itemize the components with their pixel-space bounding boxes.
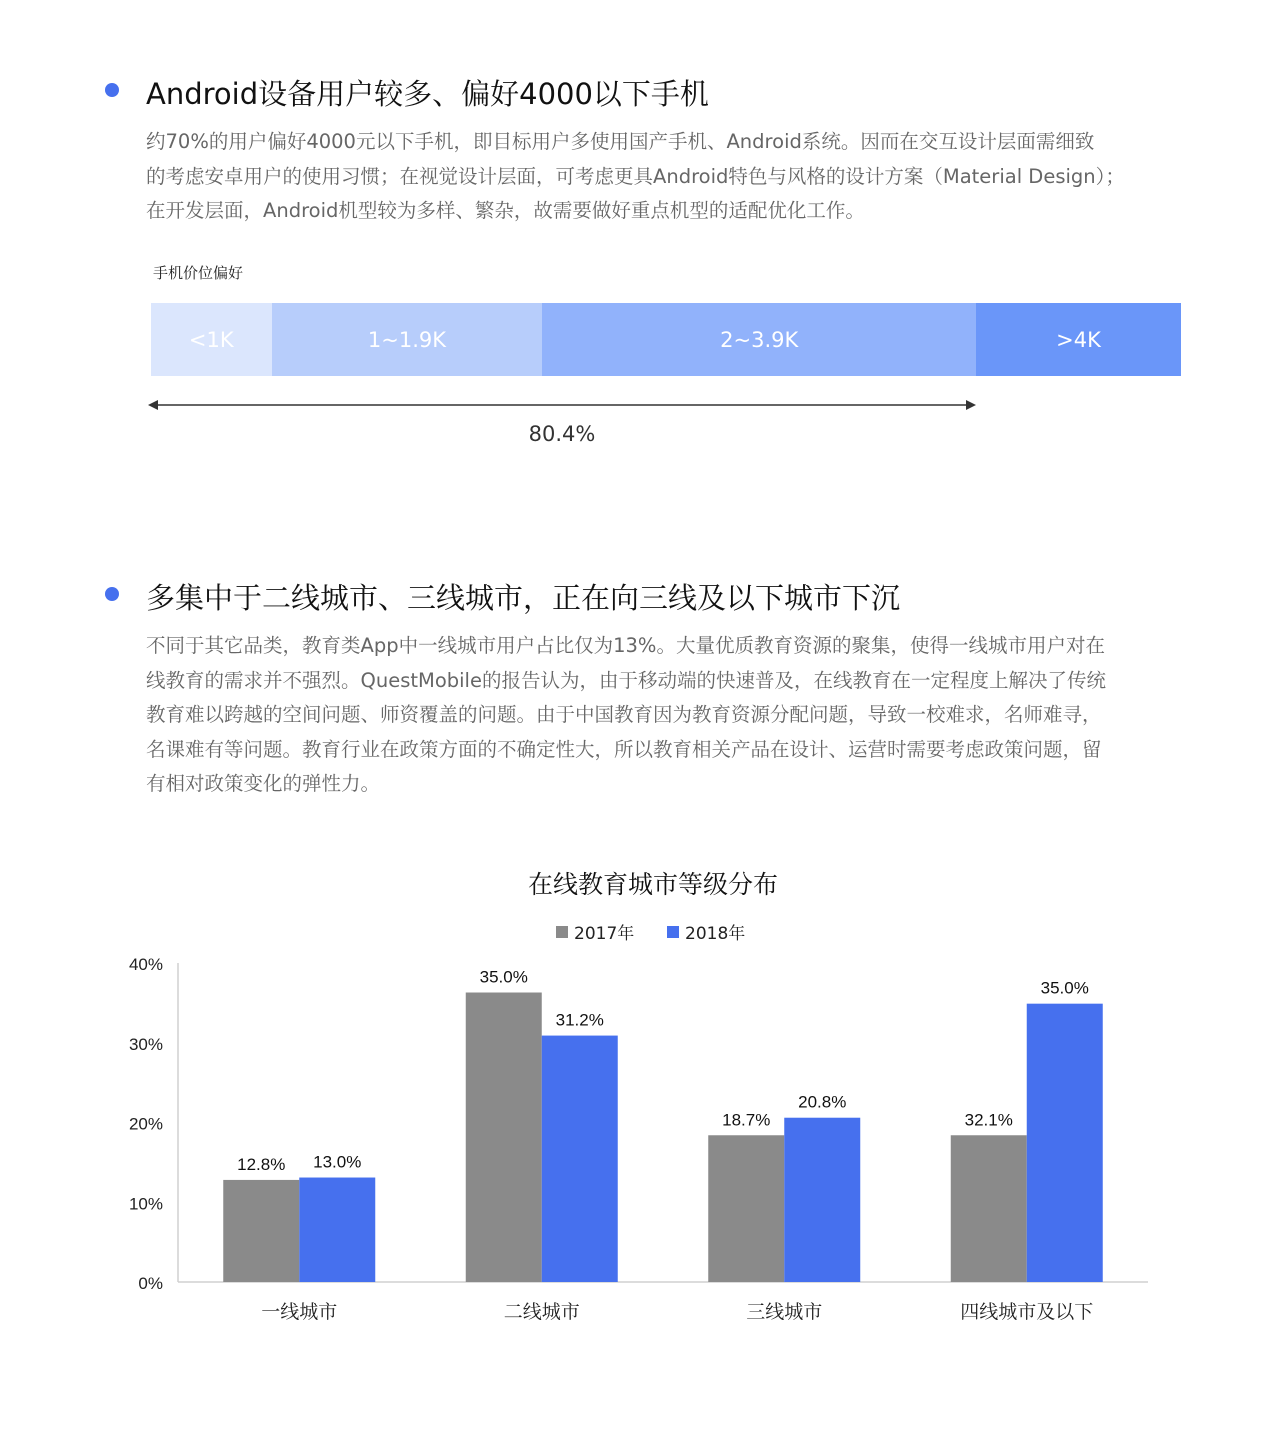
- data-label: 35.0%: [479, 967, 528, 987]
- y-tick-label: 20%: [128, 1114, 163, 1134]
- data-label: 13.0%: [313, 1152, 362, 1172]
- price-preference-bar: [151, 303, 1181, 376]
- section2-heading: 多集中于二线城市、三线城市，正在向三线及以下城市下沉: [146, 581, 901, 615]
- data-label: 32.1%: [964, 1110, 1013, 1130]
- data-label: 20.8%: [798, 1092, 847, 1112]
- section1-paragraph-line: 在开发层面，Android机型较为多样、繁杂，故需要做好重点机型的适配优化工作。: [146, 199, 865, 222]
- section1-bullet: [105, 83, 119, 97]
- bracket-arrow: [140, 392, 990, 418]
- y-tick-label: 10%: [128, 1194, 163, 1214]
- section1-paragraph-line: 约70%的用户偏好4000元以下手机，即目标用户多使用国产手机、Android系统。因而在交互设计层面需细致: [146, 130, 1095, 153]
- section2-paragraph-line: 有相对政策变化的弹性力。: [146, 772, 381, 795]
- section1-paragraph: [146, 125, 1216, 229]
- price-segment: <1K: [151, 303, 272, 376]
- section2-bullet: [105, 587, 119, 601]
- legend-swatch-2018: [667, 926, 679, 938]
- data-label: 35.0%: [1040, 978, 1089, 998]
- x-tick-label: 四线城市及以下: [960, 1301, 1094, 1323]
- bar-2018: [784, 1118, 860, 1282]
- price-segment: 1~1.9K: [272, 303, 543, 376]
- chart-title: 在线教育城市等级分布: [527, 870, 778, 899]
- bar-2018: [542, 1036, 618, 1282]
- x-tick-label: 二线城市: [503, 1301, 580, 1323]
- bar-2018: [299, 1178, 375, 1282]
- price-segment: >4K: [976, 303, 1181, 376]
- legend-label-2018: 2018年: [685, 924, 746, 944]
- bracket-label: 80.4%: [528, 422, 596, 446]
- section2-paragraph-line: 教育难以跨越的空间问题、师资覆盖的问题。由于中国教育因为教育资源分配问题，导致一校难求，名师难寻，: [146, 703, 1102, 726]
- bar-2017: [466, 993, 542, 1282]
- section2-paragraph-line: 线教育的需求并不强烈。QuestMobile的报告认为，由于移动端的快速普及，在线教育在一定程度上解决了传统: [146, 668, 1106, 692]
- legend-swatch-2017: [556, 926, 568, 938]
- y-tick-label: 40%: [128, 955, 163, 974]
- y-tick-label: 0%: [138, 1274, 163, 1293]
- section1-heading: Android设备用户较多、偏好4000以下手机: [146, 77, 709, 111]
- legend-label-2017: 2017年: [574, 924, 635, 944]
- section2-paragraph-line: 名课难有等问题。教育行业在政策方面的不确定性大，所以教育相关产品在设计、运营时需要考虑政策问题，留: [146, 737, 1102, 761]
- bar-2017: [708, 1135, 784, 1282]
- y-tick-label: 30%: [128, 1034, 163, 1054]
- bar-2017: [223, 1180, 299, 1282]
- price-chart-label: 手机价位偏好: [153, 264, 244, 282]
- data-label: 12.8%: [237, 1154, 286, 1174]
- x-tick-label: 一线城市: [261, 1301, 338, 1323]
- section2-paragraph: [146, 629, 1216, 802]
- x-tick-label: 三线城市: [746, 1301, 823, 1323]
- bar-2017: [951, 1135, 1027, 1282]
- section1-paragraph-line: 的考虑安卓用户的使用习惯；在视觉设计层面，可考虑更具Android特色与风格的设计方案（Material Design）；: [146, 164, 1125, 188]
- section2-paragraph-line: 不同于其它品类，教育类App中一线城市用户占比仅为13%。大量优质教育资源的聚集，使得一线城市用户对在: [146, 634, 1105, 657]
- legend-item-2018: [667, 919, 745, 944]
- bar-2018: [1027, 1004, 1103, 1282]
- legend-item-2017: [556, 919, 634, 944]
- price-segment: 2~3.9K: [542, 303, 976, 376]
- data-label: 18.7%: [722, 1110, 771, 1130]
- data-label: 31.2%: [555, 1010, 604, 1030]
